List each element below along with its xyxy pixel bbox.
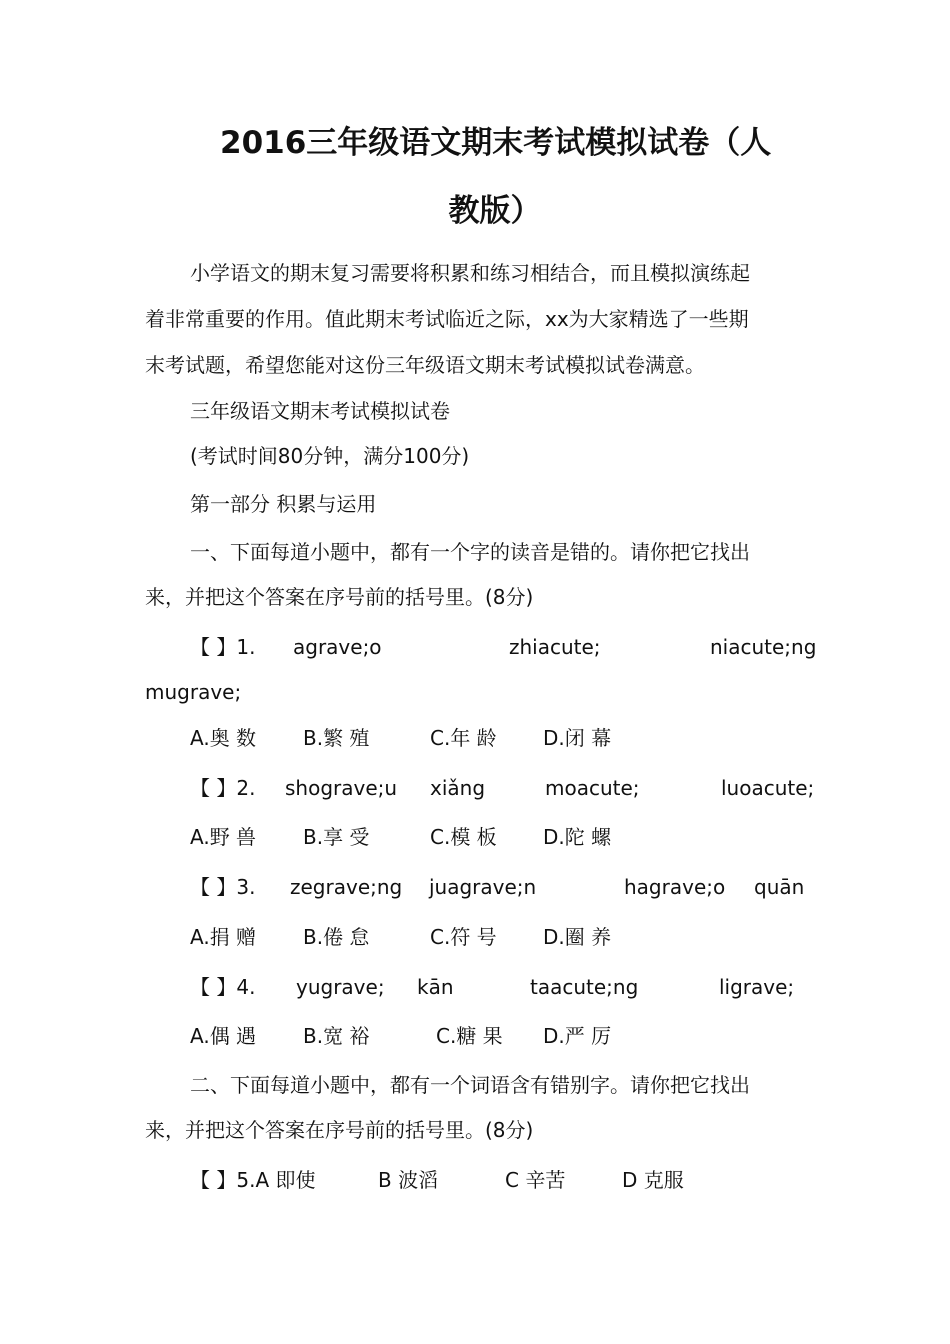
intro-line-1: 小学语文的期末复习需要将积累和练习相结合，而且模拟演练起 (190, 261, 750, 285)
item1-option-d: D.闭 幕 (543, 726, 612, 750)
question2-line-2: 来，并把这个答案在序号前的括号里。(8分) (145, 1118, 534, 1142)
item5-number-and-option-a: 【 】5.A 即使 (190, 1168, 316, 1192)
question2-line-1: 二、下面每道小题中，都有一个词语含有错别字。请你把它找出 (190, 1073, 750, 1097)
item4-option-d: D.严 厉 (543, 1024, 612, 1048)
item1-option-c: C.年 龄 (430, 726, 497, 750)
item3-option-a: A.捐 赠 (190, 925, 257, 949)
item3-option-d: D.圈 养 (543, 925, 612, 949)
exam-title: 三年级语文期末考试模拟试卷 (190, 399, 450, 423)
item3-pinyin-1: zegrave;ng (290, 875, 403, 899)
item4-pinyin-4: ligrave; (719, 975, 795, 999)
document-title-line2: 教版） (448, 193, 542, 229)
question1-line-1: 一、下面每道小题中，都有一个字的读音是错的。请你把它找出 (190, 540, 750, 564)
item1-pinyin-1: agrave;o (293, 635, 382, 659)
item2-number: 【 】2. (190, 776, 256, 800)
item5-option-d: D 克服 (622, 1168, 684, 1192)
intro-line-3: 末考试题，希望您能对这份三年级语文期末考试模拟试卷满意。 (145, 353, 705, 377)
item1-number: 【 】1. (190, 635, 256, 659)
item2-pinyin-4: luoacute; (721, 776, 815, 800)
item3-number: 【 】3. (190, 875, 256, 899)
item3-pinyin-4: quān (754, 875, 805, 899)
item4-option-a: A.偶 遇 (190, 1024, 257, 1048)
question1-line-2: 来，并把这个答案在序号前的括号里。(8分) (145, 585, 534, 609)
intro-line-2: 着非常重要的作用。值此期末考试临近之际，xx为大家精选了一些期 (145, 307, 749, 331)
item2-option-b: B.享 受 (303, 825, 370, 849)
item4-pinyin-1: yugrave; (296, 975, 385, 999)
document-title-line1: 2016三年级语文期末考试模拟试卷（人 (220, 125, 772, 161)
item2-pinyin-1: shograve;u (285, 776, 398, 800)
part-heading: 第一部分 积累与运用 (190, 492, 377, 516)
item2-option-c: C.模 板 (430, 825, 497, 849)
item4-number: 【 】4. (190, 975, 256, 999)
item4-pinyin-2: kān (417, 975, 454, 999)
item4-option-c: C.糖 果 (436, 1024, 503, 1048)
item3-option-b: B.倦 怠 (303, 925, 370, 949)
item3-option-c: C.符 号 (430, 925, 497, 949)
item1-pinyin-2: zhiacute; (509, 635, 601, 659)
exam-info: (考试时间80分钟，满分100分) (190, 444, 470, 468)
item1-option-b: B.繁 殖 (303, 726, 370, 750)
item5-option-b: B 波滔 (378, 1168, 439, 1192)
item5-option-c: C 辛苦 (505, 1168, 566, 1192)
item3-pinyin-3: hagrave;o (624, 875, 726, 899)
item1-option-a: A.奥 数 (190, 726, 257, 750)
item2-option-d: D.陀 螺 (543, 825, 612, 849)
item3-pinyin-2: juagrave;n (429, 875, 537, 899)
item1-pinyin-wrap: mugrave; (145, 680, 242, 704)
item4-option-b: B.宽 裕 (303, 1024, 370, 1048)
item2-option-a: A.野 兽 (190, 825, 257, 849)
item2-pinyin-2: xiǎng (430, 776, 486, 800)
item4-pinyin-3: taacute;ng (530, 975, 639, 999)
item2-pinyin-3: moacute; (545, 776, 640, 800)
item1-pinyin-3: niacute;ng (710, 635, 817, 659)
